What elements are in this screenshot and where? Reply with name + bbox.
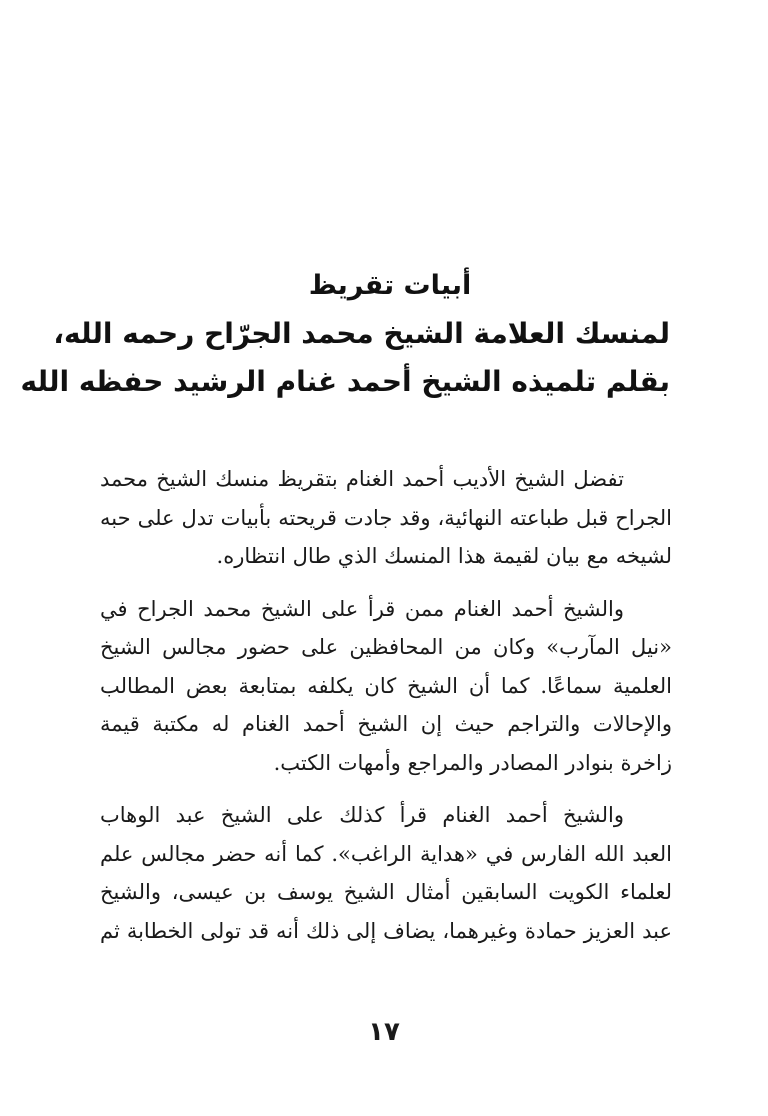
- body-text: [100, 460, 672, 964]
- heading-title: أبيات تقريظ: [308, 270, 472, 301]
- paragraph-line: تفضل الشيخ الأديب أحمد الغنام بتقريظ منسك الشيخ محمد: [100, 467, 624, 491]
- paragraph-3: [100, 796, 672, 950]
- paragraph-line: عبد العزيز حمادة وغيرهما، يضاف إلى ذلك أنه قد تولى الخطابة ثم: [100, 918, 672, 943]
- paragraph-line: العبد الله الفارس في «هداية الراغب». كما أنه حضر مجالس علم: [100, 841, 672, 866]
- paragraph-line: والإحالات والتراجم حيث إن الشيخ أحمد الغنام له مكتبة قيمة: [100, 712, 672, 736]
- paragraph-line: العلمية سماعًا. كما أن الشيخ كان يكلفه بمتابعة بعض المطالب: [100, 673, 672, 698]
- heading-subtitle-line-2: بقلم تلميذه الشيخ أحمد غنام الرشيد حفظه الله: [20, 365, 670, 398]
- paragraph-line: الجراح قبل طباعته النهائية، وقد جادت قريحته بأبيات تدل على حبه: [100, 505, 672, 530]
- paragraph-line: والشيخ أحمد الغنام ممن قرأ على الشيخ محمد الجراح في: [100, 596, 624, 621]
- page-number: ١٧: [368, 1017, 400, 1047]
- paragraph-2: [100, 590, 672, 783]
- paragraph-line: لعلماء الكويت السابقين أمثال الشيخ يوسف بن عيسى، والشيخ: [100, 880, 672, 904]
- paragraph-1: [100, 460, 672, 576]
- paragraph-line: «نيل المآرب» وكان من المحافظين على حضور مجالس الشيخ: [100, 635, 672, 659]
- paragraph-line: والشيخ أحمد الغنام قرأ كذلك على الشيخ عبد الوهاب: [100, 803, 624, 827]
- paragraph-line: لشيخه مع بيان لقيمة هذا المنسك الذي طال انتظاره.: [216, 544, 672, 568]
- heading-block: [20, 262, 670, 406]
- heading-subtitle-line-1: لمنسك العلامة الشيخ محمد الجرّاح رحمه الله،: [53, 317, 670, 350]
- paragraph-line: زاخرة بنوادر المصادر والمراجع وأمهات الكتب.: [273, 750, 672, 775]
